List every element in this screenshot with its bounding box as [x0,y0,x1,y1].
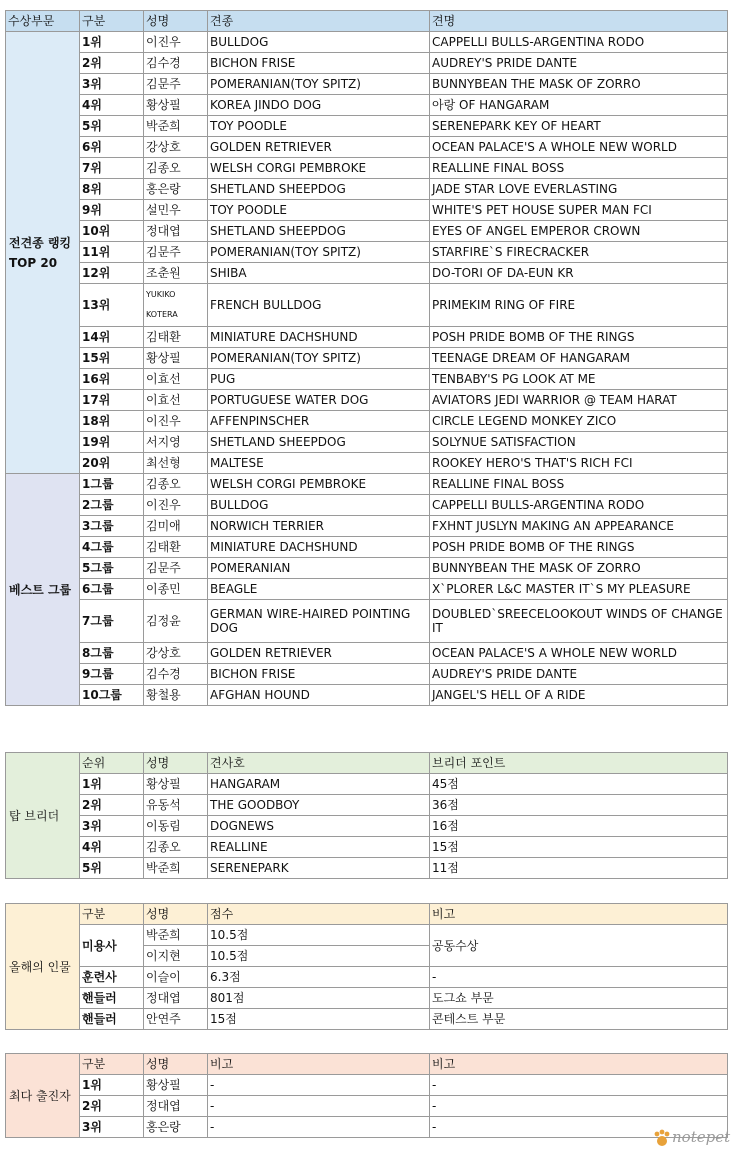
breed-cell: MALTESE [208,453,430,474]
table-row [6,221,728,242]
rank-cell: 1위 [80,1075,144,1096]
rank-cell: 10위 [80,221,144,242]
name-cell: 조춘원 [144,263,208,284]
score-cell: 801점 [208,988,430,1009]
name-cell: 정대엽 [144,988,208,1009]
logo-text: notepet [672,1128,731,1146]
category-header: 구분 [80,1054,144,1075]
breed-cell: TOY POODLE [208,200,430,221]
table-row [6,1009,728,1030]
breed-cell: SHETLAND SHEEPDOG [208,221,430,242]
rank-cell: 8위 [80,179,144,200]
rank-cell: 3위 [80,816,144,837]
points-cell: 11점 [430,858,728,879]
breed-cell: TOY POODLE [208,116,430,137]
top-breeder-table [5,752,728,879]
category-cell: 미용사 [80,925,144,967]
breed-cell: GOLDEN RETRIEVER [208,137,430,158]
note-cell: - [430,1117,728,1138]
score-cell: 6.3점 [208,967,430,988]
name-cell: 강상호 [144,137,208,158]
rank-cell: 5위 [80,858,144,879]
dog-name-cell: SERENEPARK KEY OF HEART [430,116,728,137]
breed-cell: MINIATURE DACHSHUND [208,537,430,558]
table-row [6,432,728,453]
breeder-points-header: 브리더 포인트 [430,753,728,774]
rank-cell: 17위 [80,390,144,411]
note-cell: - [208,1075,430,1096]
name-cell: 박준희 [144,925,208,946]
table-row [6,1075,728,1096]
rank-cell: 3그룹 [80,516,144,537]
table-row [6,453,728,474]
name-cell: 김정윤 [144,600,208,643]
dog-name-cell: ROOKEY HERO'S THAT'S RICH FCI [430,453,728,474]
award-category-header: 수상부문 [6,11,80,32]
rank-cell: 1위 [80,32,144,53]
ranking-table [5,10,728,706]
name-cell: 김문주 [144,558,208,579]
kennel-cell: DOGNEWS [208,816,430,837]
table-row [6,837,728,858]
most-entries-table [5,1053,728,1138]
breed-cell: POMERANIAN(TOY SPITZ) [208,242,430,263]
note-cell: 콘테스트 부문 [430,1009,728,1030]
name-header: 성명 [144,753,208,774]
table-row [6,925,728,946]
dog-name-cell: AUDREY'S PRIDE DANTE [430,53,728,74]
points-cell: 36점 [430,795,728,816]
breed-cell: BULLDOG [208,495,430,516]
table-row [6,32,728,53]
rank-cell: 7위 [80,158,144,179]
name-cell: 김종오 [144,158,208,179]
rank-cell: 3위 [80,1117,144,1138]
paw-icon [652,1128,672,1148]
kennel-cell: SERENEPARK [208,858,430,879]
name-cell: 김수경 [144,664,208,685]
name-cell: 김미애 [144,516,208,537]
rank-cell: 11위 [80,242,144,263]
name-cell: 황상필 [144,774,208,795]
rank-cell: 12위 [80,263,144,284]
note-header: 비고 [430,904,728,925]
kennel-cell: THE GOODBOY [208,795,430,816]
rank-cell: 9위 [80,200,144,221]
note-cell: 공동수상 [430,925,728,967]
table-row [6,158,728,179]
breed-cell: GOLDEN RETRIEVER [208,643,430,664]
table-row [6,685,728,706]
table-row [6,516,728,537]
name-cell: 정대엽 [144,221,208,242]
name-cell: 이진우 [144,32,208,53]
dog-name-cell: PRIMEKIM RING OF FIRE [430,284,728,327]
rank-cell: 7그룹 [80,600,144,643]
rank-cell: 6위 [80,137,144,158]
name-cell: 유동석 [144,795,208,816]
section-label-most-entries: 최다 출진자 [6,1054,80,1138]
breed-cell: GERMAN WIRE-HAIRED POINTING DOG [208,600,430,643]
points-cell: 15점 [430,837,728,858]
note-cell: 도그쇼 부문 [430,988,728,1009]
points-cell: 16점 [430,816,728,837]
rank-cell: 4위 [80,837,144,858]
table-row [6,200,728,221]
name-cell: 황철용 [144,685,208,706]
breed-cell: FRENCH BULLDOG [208,284,430,327]
notepet-logo [652,1124,732,1150]
breed-cell: BULLDOG [208,32,430,53]
dog-name-header: 견명 [430,11,728,32]
score-header: 점수 [208,904,430,925]
kennel-cell: HANGARAM [208,774,430,795]
breed-cell: WELSH CORGI PEMBROKE [208,158,430,179]
category-header: 구분 [80,904,144,925]
rank-cell: 1위 [80,774,144,795]
header-row [6,1054,728,1075]
name-cell: 홍은랑 [144,179,208,200]
rank-cell: 19위 [80,432,144,453]
table-row [6,858,728,879]
table-row [6,643,728,664]
dog-name-cell: JADE STAR LOVE EVERLASTING [430,179,728,200]
name-header: 성명 [144,904,208,925]
table-row [6,327,728,348]
section-label-person-of-year: 올해의 인물 [6,904,80,1030]
rank-cell: 3위 [80,74,144,95]
dog-name-cell: CIRCLE LEGEND MONKEY ZICO [430,411,728,432]
breed-cell: BICHON FRISE [208,53,430,74]
breed-cell: BEAGLE [208,579,430,600]
table-row [6,369,728,390]
rank-cell: 2위 [80,1096,144,1117]
dog-name-cell: WHITE'S PET HOUSE SUPER MAN FCI [430,200,728,221]
table-row [6,411,728,432]
breed-cell: BICHON FRISE [208,664,430,685]
table-row [6,242,728,263]
rank-cell: 13위 [80,284,144,327]
breed-cell: PUG [208,369,430,390]
table-row [6,53,728,74]
rank-cell: 6그룹 [80,579,144,600]
dog-name-cell: AUDREY'S PRIDE DANTE [430,664,728,685]
table-row [6,474,728,495]
table-row [6,348,728,369]
dog-name-cell: OCEAN PALACE'S A WHOLE NEW WORLD [430,137,728,158]
breed-cell: POMERANIAN(TOY SPITZ) [208,348,430,369]
rank-cell: 5위 [80,116,144,137]
dog-name-cell: X`PLORER L&C MASTER IT`S MY PLEASURE [430,579,728,600]
table-row [6,558,728,579]
note-header: 비고 [208,1054,430,1075]
name-cell: 김수경 [144,53,208,74]
note-cell: - [208,1096,430,1117]
note-header-2: 비고 [430,1054,728,1075]
table-row [6,116,728,137]
score-cell: 15점 [208,1009,430,1030]
section-label-top-breeder: 탑 브리더 [6,753,80,879]
section-label-best-group: 베스트 그룹 [6,474,80,706]
table-row [6,664,728,685]
breed-cell: SHETLAND SHEEPDOG [208,432,430,453]
name-cell: 김태환 [144,327,208,348]
person-of-year-table [5,903,728,1030]
kennel-header: 견사호 [208,753,430,774]
name-cell: 이효선 [144,390,208,411]
header-row [6,11,728,32]
name-header: 성명 [144,11,208,32]
category-cell: 핸들러 [80,1009,144,1030]
rank-cell: 4위 [80,95,144,116]
dog-name-cell: SOLYNUE SATISFACTION [430,432,728,453]
table-row [6,967,728,988]
dog-name-cell: OCEAN PALACE'S A WHOLE NEW WORLD [430,643,728,664]
table-row [6,179,728,200]
rank-cell: 5그룹 [80,558,144,579]
name-header: 성명 [144,1054,208,1075]
rank-header: 구분 [80,11,144,32]
table-row [6,495,728,516]
breed-cell: MINIATURE DACHSHUND [208,327,430,348]
table-row [6,284,728,327]
note-cell: - [430,967,728,988]
header-row [6,753,728,774]
breed-cell: POMERANIAN(TOY SPITZ) [208,74,430,95]
dog-name-cell: JANGEL'S HELL OF A RIDE [430,685,728,706]
breed-cell: PORTUGUESE WATER DOG [208,390,430,411]
name-cell: 황상필 [144,348,208,369]
name-cell: 이진우 [144,495,208,516]
name-cell: 김종오 [144,837,208,858]
table-row [6,795,728,816]
dog-name-cell: EYES OF ANGEL EMPEROR CROWN [430,221,728,242]
name-cell: 홍은랑 [144,1117,208,1138]
table-row [6,537,728,558]
name-cell: 강상호 [144,643,208,664]
category-cell: 훈련사 [80,967,144,988]
note-cell: - [430,1075,728,1096]
rank-cell: 15위 [80,348,144,369]
dog-name-cell: 아랑 OF HANGARAM [430,95,728,116]
dog-name-cell: REALLINE FINAL BOSS [430,158,728,179]
name-cell: 설민우 [144,200,208,221]
table-row [6,816,728,837]
rank-cell: 1그룹 [80,474,144,495]
table-row [6,74,728,95]
section-label-ranking: 전견종 랭킹 TOP 20 [6,32,80,474]
name-cell: 박준희 [144,858,208,879]
name-cell: 이동림 [144,816,208,837]
name-cell: 김문주 [144,242,208,263]
dog-name-cell: POSH PRIDE BOMB OF THE RINGS [430,537,728,558]
dog-name-cell: DOUBLED`SREECELOOKOUT WINDS OF CHANGE IT [430,600,728,643]
breed-cell: NORWICH TERRIER [208,516,430,537]
header-row [6,904,728,925]
dog-name-cell: TENBABY'S PG LOOK AT ME [430,369,728,390]
note-cell: - [430,1096,728,1117]
rank-cell: 20위 [80,453,144,474]
table-row [6,774,728,795]
dog-name-cell: TEENAGE DREAM OF HANGARAM [430,348,728,369]
breed-cell: SHETLAND SHEEPDOG [208,179,430,200]
name-cell: 황상필 [144,1075,208,1096]
table-row [6,1117,728,1138]
table-row [6,579,728,600]
kennel-cell: REALLINE [208,837,430,858]
dog-name-cell: BUNNYBEAN THE MASK OF ZORRO [430,74,728,95]
score-cell: 10.5점 [208,946,430,967]
breed-cell: AFGHAN HOUND [208,685,430,706]
rank-cell: 18위 [80,411,144,432]
points-cell: 45점 [430,774,728,795]
rank-cell: 10그룹 [80,685,144,706]
table-row [6,1096,728,1117]
name-cell: 이진우 [144,411,208,432]
rank-cell: 16위 [80,369,144,390]
dog-name-cell: REALLINE FINAL BOSS [430,474,728,495]
dog-name-cell: STARFIRE`S FIRECRACKER [430,242,728,263]
note-cell: - [208,1117,430,1138]
rank-cell: 4그룹 [80,537,144,558]
name-cell: 김종오 [144,474,208,495]
table-row [6,600,728,643]
breed-header: 견종 [208,11,430,32]
name-cell: 김태환 [144,537,208,558]
name-cell: 최선형 [144,453,208,474]
rank-cell: 14위 [80,327,144,348]
dog-name-cell: POSH PRIDE BOMB OF THE RINGS [430,327,728,348]
table-row [6,988,728,1009]
name-cell: 이종민 [144,579,208,600]
table-row [6,390,728,411]
rank-cell: 2위 [80,53,144,74]
dog-name-cell: FXHNT JUSLYN MAKING AN APPEARANCE [430,516,728,537]
dog-name-cell: AVIATORS JEDI WARRIOR @ TEAM HARAT [430,390,728,411]
table-row [6,137,728,158]
dog-name-cell: CAPPELLI BULLS-ARGENTINA RODO [430,495,728,516]
name-cell: 정대엽 [144,1096,208,1117]
table-row [6,263,728,284]
dog-name-cell: CAPPELLI BULLS-ARGENTINA RODO [430,32,728,53]
name-cell: 이효선 [144,369,208,390]
score-cell: 10.5점 [208,925,430,946]
dog-name-cell: DO-TORI OF DA-EUN KR [430,263,728,284]
name-cell: 서지영 [144,432,208,453]
breed-cell: KOREA JINDO DOG [208,95,430,116]
name-cell: 이지현 [144,946,208,967]
name-cell: 황상필 [144,95,208,116]
breed-cell: AFFENPINSCHER [208,411,430,432]
rank-cell: 2위 [80,795,144,816]
breed-cell: POMERANIAN [208,558,430,579]
breed-cell: WELSH CORGI PEMBROKE [208,474,430,495]
rank-header: 순위 [80,753,144,774]
name-cell: 이슬이 [144,967,208,988]
breed-cell: SHIBA [208,263,430,284]
name-cell: 안연주 [144,1009,208,1030]
category-cell: 핸들러 [80,988,144,1009]
name-cell: 박준희 [144,116,208,137]
rank-cell: 9그룹 [80,664,144,685]
rank-cell: 8그룹 [80,643,144,664]
dog-name-cell: BUNNYBEAN THE MASK OF ZORRO [430,558,728,579]
rank-cell: 2그룹 [80,495,144,516]
name-cell: 김문주 [144,74,208,95]
table-row [6,95,728,116]
name-cell: YUKIKO KOTERA [144,284,208,327]
